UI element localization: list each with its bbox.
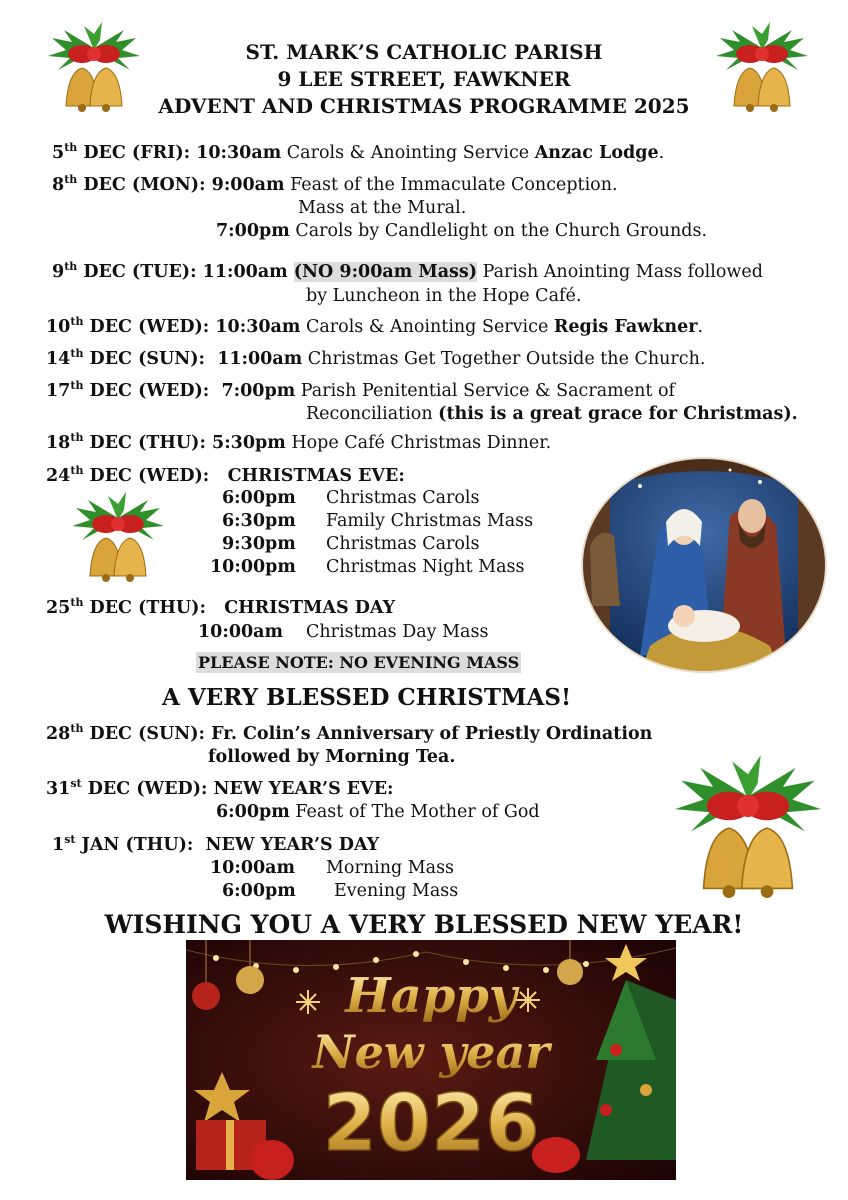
parish-address: 9 LEE STREET, FAWKNER	[277, 67, 571, 91]
blessed-christmas-heading: A VERY BLESSED CHRISTMAS!	[162, 684, 572, 711]
entry-dec31-line2: 6:00pm Feast of The Mother of God	[216, 802, 540, 822]
list-item-text: Christmas Day Mass	[306, 622, 489, 642]
entry-dec28-line2: followed by Morning Tea.	[208, 747, 456, 767]
entry-jan1: 1st JAN (THU): NEW YEAR’S DAY	[52, 833, 380, 855]
banner-line2: New year	[312, 1025, 550, 1079]
new-year-heading: WISHING YOU A VERY BLESSED NEW YEAR!	[104, 910, 744, 939]
entry-dec18: 18th DEC (THU): 5:30pm Hope Café Christmas Dinner.	[46, 431, 552, 453]
entry-dec9: 9th DEC (TUE): 11:00am (NO 9:00am Mass) Parish Anointing Mass followed	[52, 260, 763, 282]
entry-dec17: 17th DEC (WED): 7:00pm Parish Penitential Service & Sacrament of	[46, 379, 675, 401]
list-item: 10:00am	[210, 858, 296, 878]
entry-dec8-evening: 7:00pm Carols by Candlelight on the Church Grounds.	[216, 221, 708, 241]
list-item-text: Family Christmas Mass	[326, 511, 534, 531]
entry-dec8: 8th DEC (MON): 9:00am Feast of the Immaculate Conception.	[52, 173, 618, 195]
list-item-text: Evening Mass	[334, 881, 459, 901]
list-item-text: Christmas Night Mass	[326, 557, 525, 577]
christmas-bells-icon	[660, 752, 836, 898]
programme-title: ADVENT AND CHRISTMAS PROGRAMME 2025	[158, 94, 690, 118]
list-item-text: Morning Mass	[326, 858, 455, 878]
list-item: 10:00pm	[210, 557, 296, 577]
entry-dec14: 14th DEC (SUN): 11:00am Christmas Get Together Outside the Church.	[46, 347, 706, 369]
entry-dec8-line2: Mass at the Mural.	[298, 198, 467, 218]
nativity-image	[580, 456, 828, 674]
entry-dec5: 5th DEC (FRI): 10:30am Carols & Anointing Service Anzac Lodge.	[52, 141, 665, 163]
entry-dec25: 25th DEC (THU): CHRISTMAS DAY	[46, 596, 396, 618]
list-item: 10:00am	[198, 622, 284, 642]
entry-dec17-line2: Reconciliation (this is a great grace for Christmas).	[306, 404, 798, 424]
entry-dec28: 28th DEC (SUN): Fr. Colin’s Anniversary of Priestly Ordination	[46, 722, 653, 744]
list-item-text: Christmas Carols	[326, 534, 480, 554]
list-item: 9:30pm	[222, 534, 296, 554]
christmas-bells-icon	[68, 490, 168, 582]
parish-name: ST. MARK’S CATHOLIC PARISH	[245, 40, 603, 64]
list-item: 6:30pm	[222, 511, 296, 531]
no-evening-mass-note: PLEASE NOTE: NO EVENING MASS	[198, 653, 520, 672]
banner-graphic	[186, 940, 676, 1180]
list-item: 6:00pm	[222, 488, 296, 508]
list-item-text: Christmas Carols	[326, 488, 480, 508]
entry-dec9-line2: by Luncheon in the Hope Café.	[306, 286, 582, 306]
list-item: 6:00pm	[222, 881, 296, 901]
entry-dec24: 24th DEC (WED): CHRISTMAS EVE:	[46, 464, 405, 486]
entry-dec31: 31st DEC (WED): NEW YEAR’S EVE:	[46, 777, 394, 799]
banner-line1: Happy	[345, 968, 517, 1024]
happy-new-year-banner	[186, 940, 676, 1180]
banner-line3: 2026	[322, 1079, 540, 1169]
entry-dec10: 10th DEC (WED): 10:30am Carols & Anointing Service Regis Fawkner.	[46, 315, 704, 337]
